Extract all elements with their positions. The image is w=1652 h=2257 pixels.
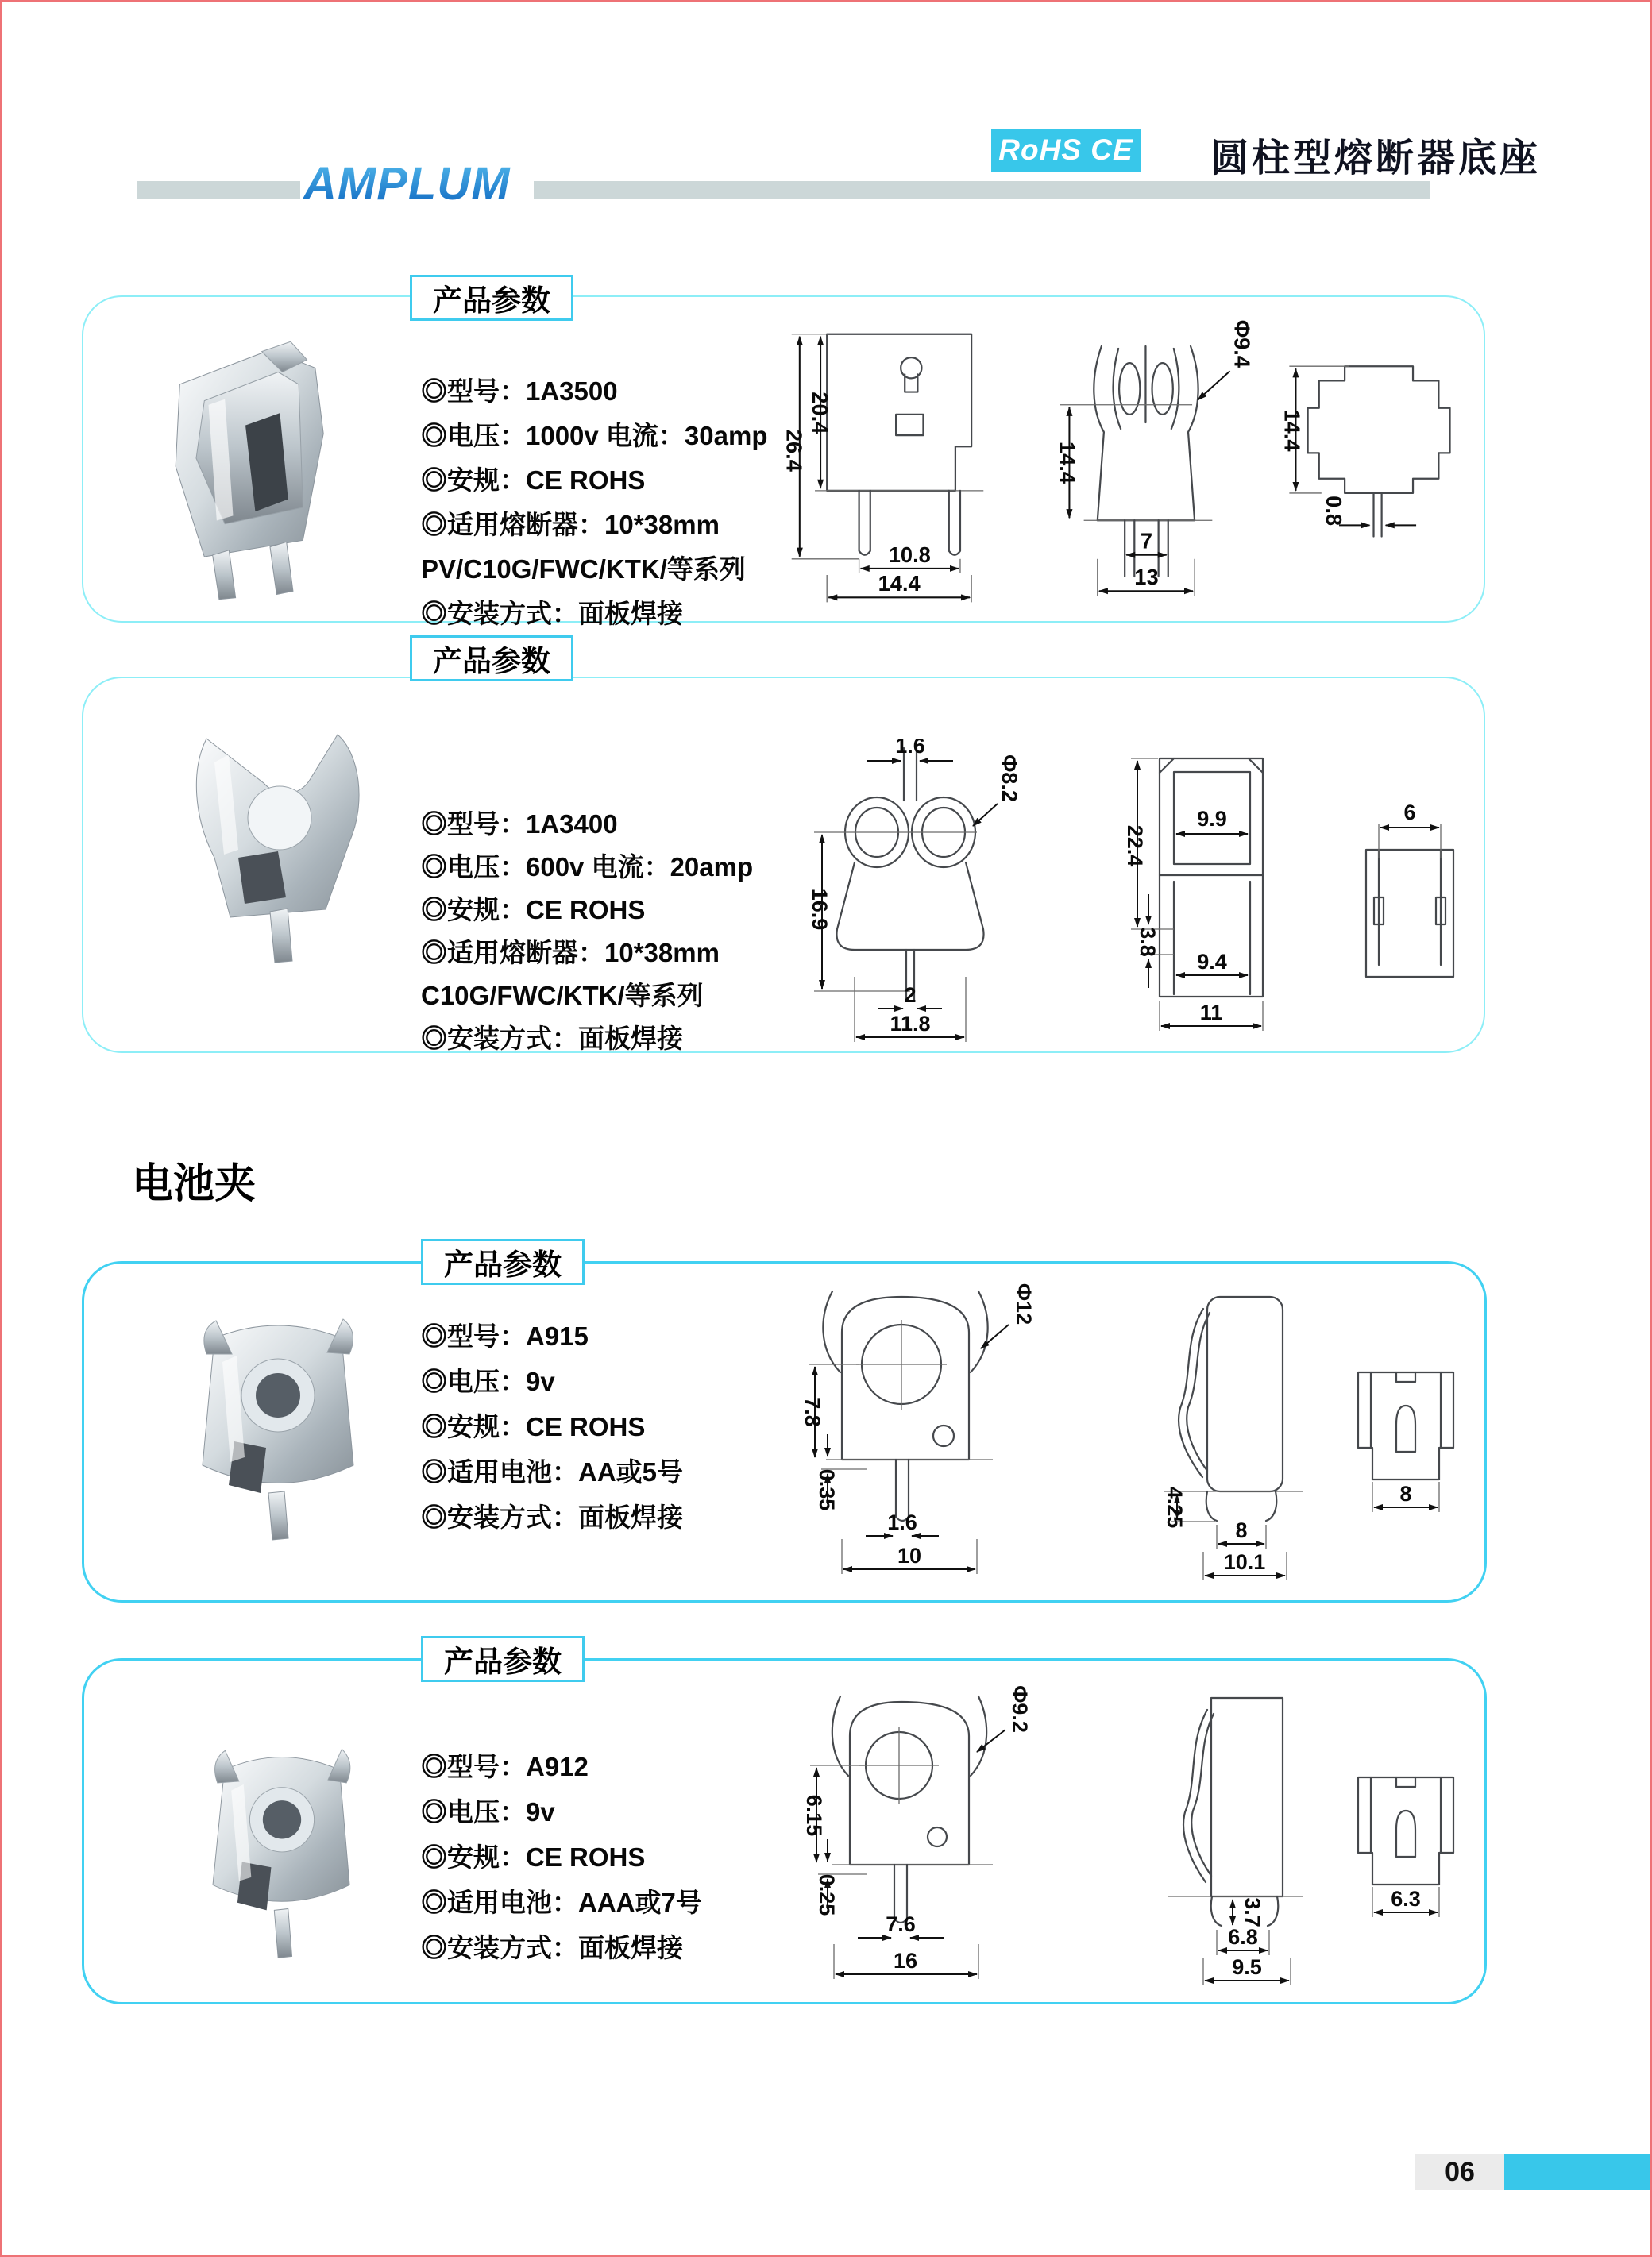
dim-label: 16 [893, 1949, 918, 1973]
spec-line: ◎安规：CE ROHS [421, 894, 646, 924]
spec-line: ◎适用电池：AAA或7号 [421, 1888, 702, 1917]
dim-label: 8 [1399, 1482, 1412, 1506]
page-title: 圆柱型熔断器底座 [1210, 137, 1542, 179]
front-view-outline [850, 1702, 969, 1865]
front-view-outline [842, 1297, 969, 1460]
param-label-3: 产品参数 [421, 1239, 585, 1285]
spec-line: PV/C10G/FWC/KTK/等系列 [421, 554, 746, 584]
footer-accent-bar [1504, 2154, 1652, 2190]
spec-list-a912 [421, 1742, 802, 1969]
page-number: 06 [1415, 2154, 1504, 2190]
spec-line: ◎型号：A912 [421, 1752, 589, 1781]
spec-line: ◎型号：A915 [421, 1321, 589, 1351]
spec-line: ◎安装方式：面板焊接 [421, 1933, 683, 1962]
dim-label: Φ8.2 [998, 754, 1021, 802]
spec-line: ◎电压：9v [421, 1367, 555, 1396]
spec-line: ◎型号：1A3400 [421, 808, 618, 839]
spec-line: ◎型号：1A3500 [421, 376, 618, 406]
dim-label: 3.8 [1136, 927, 1160, 957]
technical-drawing-1a3400 [739, 739, 1477, 1048]
spec-line: ◎安规：CE ROHS [421, 465, 646, 495]
dim-label: 0.8 [1321, 496, 1346, 527]
product-photo-a915 [159, 1302, 397, 1549]
param-label-4: 产品参数 [421, 1636, 585, 1682]
spec-line: ◎适用电池：AA或5号 [421, 1457, 684, 1487]
rear-view-outline [1358, 1372, 1453, 1480]
dim-label: 20.4 [807, 392, 832, 434]
header-bar-left [137, 181, 300, 199]
spec-line: ◎适用熔断器：10*38mm [421, 937, 720, 967]
spec-line: ◎适用熔断器：10*38mm [421, 509, 720, 539]
dim-label: 1.6 [895, 739, 925, 758]
dim-label: 4.25 [1163, 1486, 1187, 1529]
dim-label: 10 [897, 1544, 922, 1568]
dim-label: 7.8 [801, 1397, 824, 1427]
dim-label: 16.9 [808, 888, 832, 931]
dim-label: 14.4 [878, 571, 921, 596]
dim-label: 6.15 [802, 1794, 826, 1837]
rohs-ce-badge: RoHS CE [991, 129, 1141, 172]
spec-line: ◎电压：1000v 电流：30amp [421, 420, 768, 450]
dim-label: 13 [1134, 565, 1159, 590]
dim-label: 11 [1199, 1001, 1223, 1024]
dim-label: 14.4 [1280, 409, 1305, 452]
spec-line: ◎电压：600v 电流：20amp [421, 851, 754, 882]
spec-line: ◎电压：9v [421, 1797, 555, 1827]
spec-line: ◎安规：CE ROHS [421, 1842, 646, 1872]
dim-label: 0.25 [815, 1873, 839, 1916]
side-view-outline [1211, 1698, 1283, 1896]
dim-label: 9.5 [1232, 1955, 1262, 1979]
dim-label: 9.9 [1197, 807, 1227, 831]
param-label-2: 产品参数 [410, 635, 573, 681]
dim-label: 11.8 [890, 1012, 931, 1036]
dim-label: 0.35 [815, 1468, 839, 1511]
dim-label: 6.8 [1228, 1925, 1258, 1949]
dim-label: Φ12 [1012, 1283, 1036, 1325]
dim-label: 1.6 [887, 1510, 917, 1534]
spec-list-a915 [421, 1312, 802, 1538]
technical-drawing-a915 [739, 1269, 1477, 1587]
product-photo-a912 [167, 1731, 397, 1970]
side-view-outline [1207, 1297, 1283, 1491]
spec-line: C10G/FWC/KTK/等系列 [421, 980, 704, 1010]
technical-drawing-1a3500 [739, 318, 1485, 608]
product-photo-1a3400 [159, 707, 397, 969]
clip-view-outline [836, 862, 983, 950]
dim-label: 6 [1403, 801, 1416, 824]
spec-line: ◎安装方式：面板焊接 [421, 1503, 683, 1532]
dim-label: 22.4 [1123, 824, 1147, 867]
header-bar-right [534, 181, 1430, 199]
brand-logo: AMPLUM [303, 158, 511, 210]
dim-label: 8 [1235, 1518, 1248, 1542]
dim-label: 7 [1140, 528, 1153, 554]
dim-label: 10.1 [1223, 1550, 1266, 1574]
dim-label: 3.7 [1241, 1897, 1264, 1927]
dim-label: 6.3 [1391, 1887, 1421, 1911]
dim-label: 10.8 [888, 542, 931, 567]
spec-list-1a3500 [421, 367, 802, 634]
dim-label: 2 [904, 983, 917, 1007]
front-view-outline [827, 334, 971, 491]
dim-label: 14.4 [1055, 441, 1080, 484]
section-heading-battery-clip: 电池夹 [132, 1161, 257, 1207]
technical-drawing-a912 [739, 1674, 1477, 1992]
top-view-outline [1308, 366, 1450, 493]
dim-label: 9.4 [1197, 950, 1227, 974]
spec-line: ◎安装方式：面板焊接 [421, 1023, 683, 1053]
spec-line: ◎安规：CE ROHS [421, 1412, 646, 1441]
param-label-1: 产品参数 [410, 275, 573, 321]
product-photo-1a3500 [147, 334, 393, 608]
dim-label: 26.4 [782, 429, 807, 472]
spec-list-1a3400 [421, 801, 802, 1058]
spec-line: ◎安装方式：面板焊接 [421, 598, 683, 628]
rear-view-outline [1358, 1777, 1453, 1885]
dim-label: 7.6 [886, 1912, 916, 1936]
dim-label: Φ9.4 [1229, 319, 1255, 368]
dim-label: Φ9.2 [1008, 1685, 1032, 1733]
